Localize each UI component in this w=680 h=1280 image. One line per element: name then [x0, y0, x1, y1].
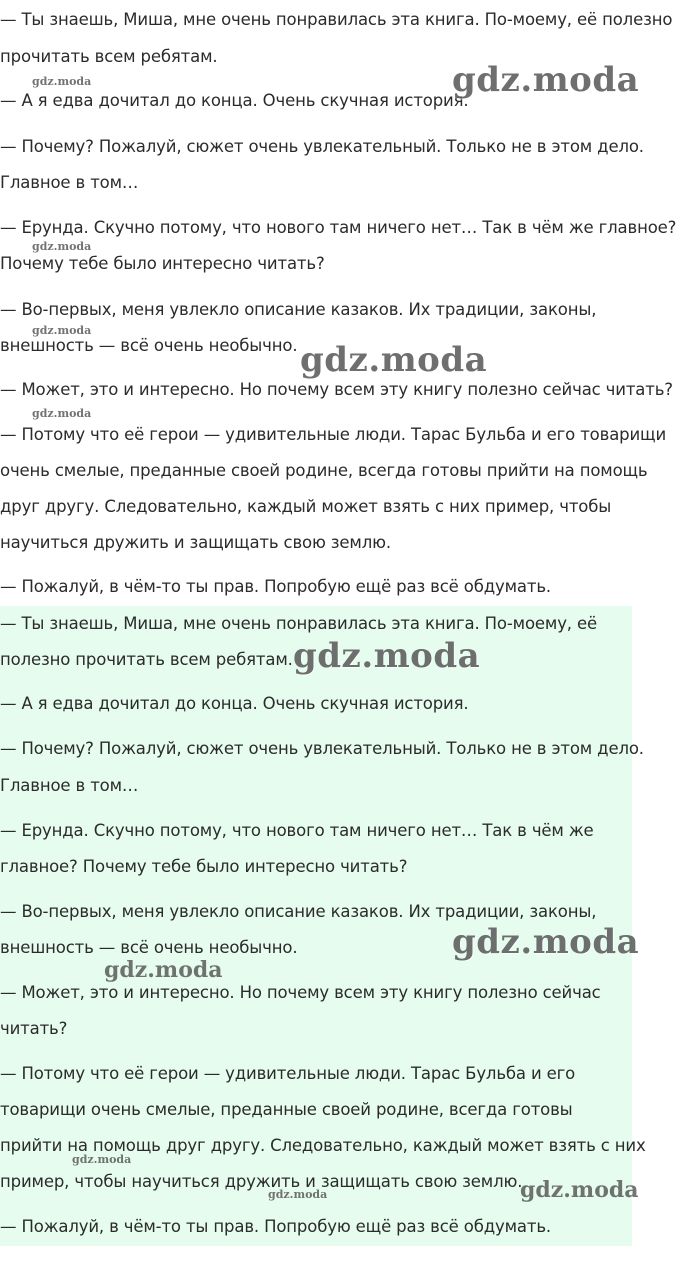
watermark: gdz.moda [268, 1188, 328, 1201]
text-line: Главное в том… [0, 776, 139, 795]
text-line: главное? Почему тебе было интересно читать? [0, 857, 408, 876]
text-line: прочитать всем ребятам. [0, 47, 218, 66]
text-line: прийти на помощь друг другу. Следовательно, каждый может взять с них [0, 1136, 646, 1155]
watermark: gdz.moda [452, 922, 640, 962]
watermark: gdz.moda [104, 957, 223, 983]
text-line: — А я едва дочитал до конца. Очень скучная история. [0, 694, 469, 713]
watermark: gdz.moda [32, 407, 92, 420]
watermark: gdz.moda [32, 240, 92, 253]
text-line: читать? [0, 1019, 68, 1038]
watermark: gdz.moda [293, 636, 481, 676]
watermark: gdz.moda [32, 324, 92, 337]
text-line: — Ты знаешь, Миша, мне очень понравилась эта книга. По-моему, её [0, 614, 598, 633]
text-line: — Пожалуй, в чём-то ты прав. Попробую ещё раз всё обдумать. [0, 577, 551, 596]
text-line: товарищи очень смелые, преданные своей родине, всегда готовы [0, 1100, 573, 1119]
text-line: — Ерунда. Скучно потому, что нового там ничего нет… Так в чём же главное? [0, 218, 677, 237]
text-line: — Потому что её герои — удивительные люди. Тарас Бульба и его [0, 1064, 576, 1083]
text-line: — Во-первых, меня увлекло описание казаков. Их традиции, законы, [0, 902, 597, 921]
text-line: — Почему? Пожалуй, сюжет очень увлекательный. Только не в этом дело. [0, 739, 644, 758]
text-line: — Потому что её герои — удивительные люди. Тарас Бульба и его товарищи [0, 425, 667, 444]
text-line: Главное в том… [0, 173, 139, 192]
text-line: — Пожалуй, в чём-то ты прав. Попробую ещё раз всё обдумать. [0, 1217, 551, 1236]
text-line: полезно прочитать всем ребятам. [0, 650, 293, 669]
watermark: gdz.moda [32, 75, 92, 88]
text-line: — Ерунда. Скучно потому, что нового там ничего нет… Так в чём же [0, 821, 594, 840]
text-line: внешность — всё очень необычно. [0, 938, 298, 957]
text-line: Почему тебе было интересно читать? [0, 254, 325, 273]
watermark: gdz.moda [72, 1153, 132, 1166]
watermark: gdz.moda [452, 60, 640, 100]
text-line: — Во-первых, меня увлекло описание казаков. Их традиции, законы, [0, 300, 597, 319]
watermark: gdz.moda [300, 340, 488, 380]
text-line: друг другу. Следовательно, каждый может взять с них пример, чтобы [0, 497, 612, 516]
text-line: пример, чтобы научиться дружить и защищать свою землю. [0, 1172, 523, 1191]
text-line: научиться дружить и защищать свою землю. [0, 533, 391, 552]
text-line: — Может, это и интересно. Но почему всем эту книгу полезно сейчас [0, 983, 601, 1002]
text-line: очень смелые, преданные своей родине, всегда готовы прийти на помощь [0, 461, 648, 480]
text-line: — Может, это и интересно. Но почему всем эту книгу полезно сейчас читать? [0, 380, 673, 399]
watermark: gdz.moda [520, 1177, 639, 1203]
text-line: — Ты знаешь, Миша, мне очень понравилась эта книга. По-моему, её полезно [0, 10, 673, 29]
text-line: — Почему? Пожалуй, сюжет очень увлекательный. Только не в этом дело. [0, 137, 644, 156]
text-line: — А я едва дочитал до конца. Очень скучная история. [0, 91, 469, 110]
text-line: внешность — всё очень необычно. [0, 336, 298, 355]
